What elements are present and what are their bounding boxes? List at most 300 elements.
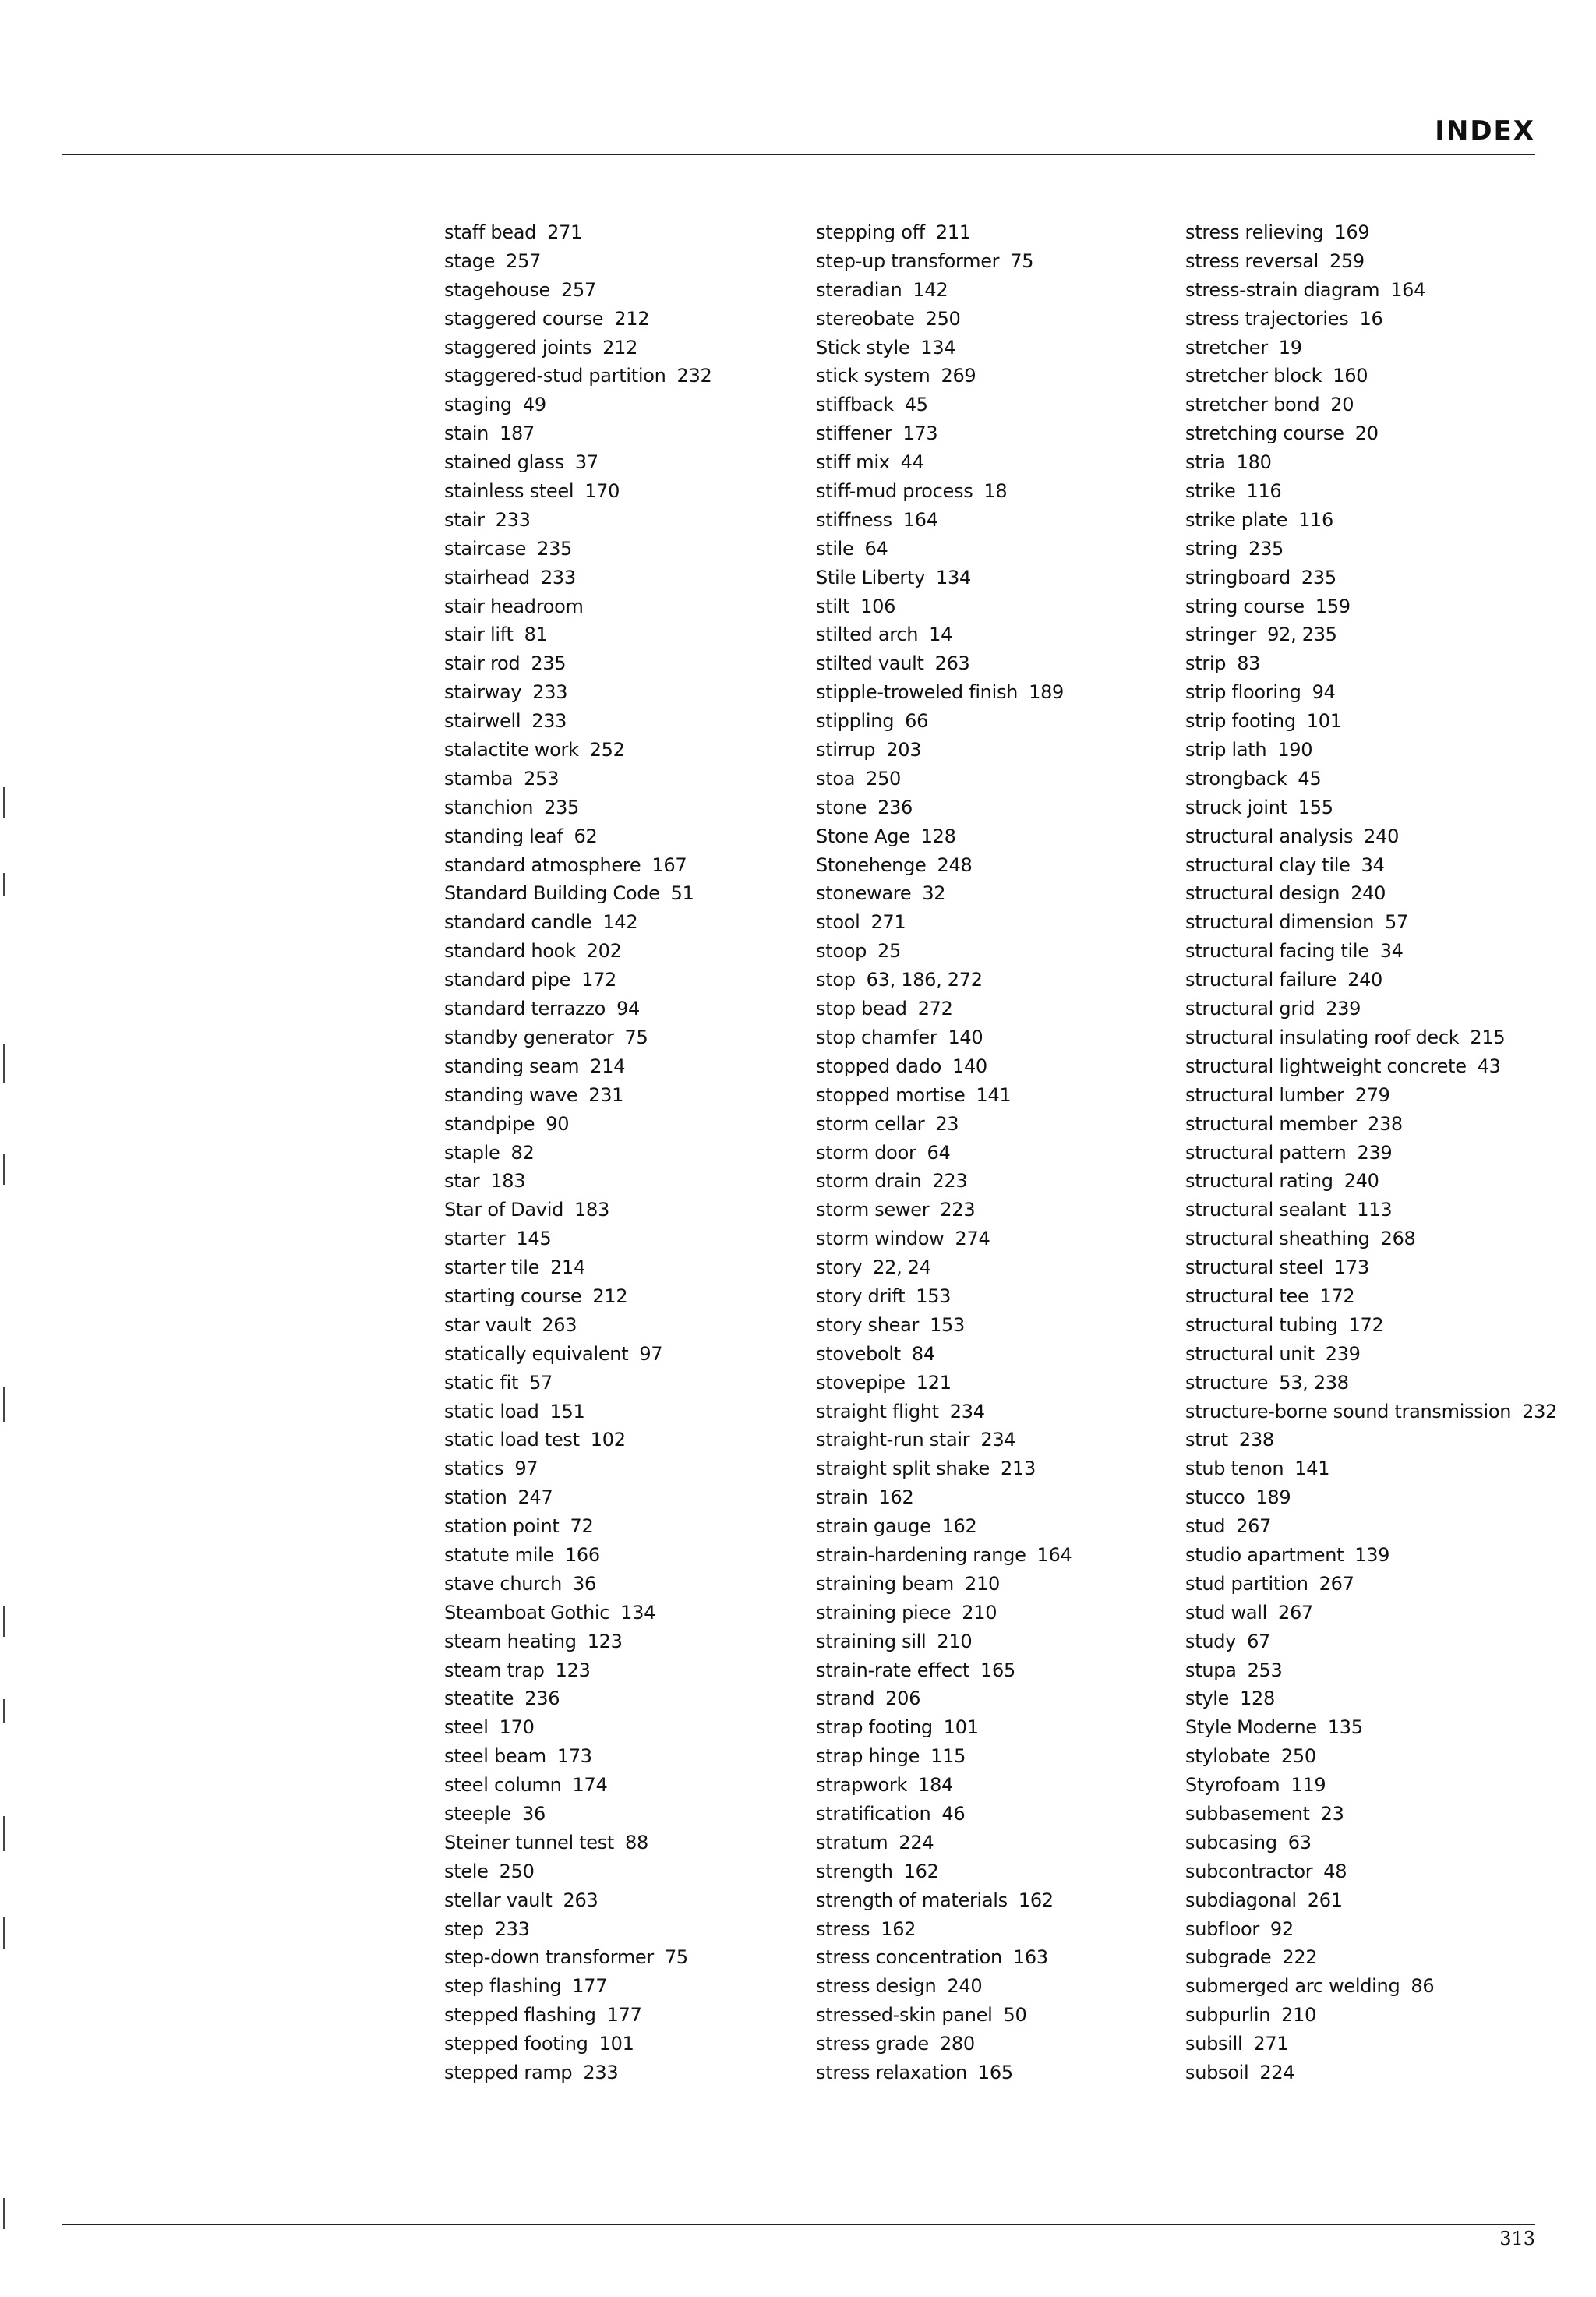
index-term: story — [816, 1256, 863, 1279]
index-term: structure — [1185, 1371, 1269, 1394]
index-page-ref: 142 — [602, 911, 638, 934]
index-page-ref: 239 — [1325, 1342, 1361, 1365]
index-term: stovepipe — [816, 1371, 906, 1394]
index-page-ref: 101 — [1306, 710, 1342, 733]
index-page-ref: 253 — [524, 767, 560, 790]
index-page-ref: 212 — [614, 307, 650, 330]
index-entry — [816, 879, 1072, 908]
index-entry — [444, 362, 711, 390]
index-entry — [444, 1081, 711, 1110]
index-term: staple — [444, 1141, 500, 1164]
index-entry — [1185, 1167, 1557, 1196]
index-entry — [444, 1253, 711, 1282]
index-entry — [816, 2058, 1072, 2087]
index-page-ref: 128 — [920, 825, 956, 847]
index-term: staggered course — [444, 307, 604, 330]
index-term: strain gauge — [816, 1515, 931, 1538]
index-entry — [444, 620, 711, 649]
index-term: stile — [816, 537, 854, 560]
index-term: stress relieving — [1185, 221, 1324, 243]
index-term: stair — [444, 508, 485, 531]
index-page-ref: 222 — [1282, 1946, 1318, 1969]
index-entry — [816, 822, 1072, 851]
index-entry — [1185, 1541, 1557, 1570]
index-page-ref: 271 — [547, 221, 583, 243]
index-term: station point — [444, 1515, 560, 1538]
index-entry — [1185, 1023, 1557, 1052]
index-term: stressed-skin panel — [816, 2004, 993, 2027]
index-term: straight split shake — [816, 1458, 990, 1480]
index-page-ref: 235 — [1248, 537, 1284, 560]
scan-edge-mark — [3, 1917, 5, 1949]
index-entry — [444, 1713, 711, 1742]
index-page-ref: 23 — [935, 1112, 959, 1135]
index-entry — [816, 1800, 1072, 1829]
index-page-ref: 267 — [1277, 1601, 1313, 1624]
index-entry — [444, 1398, 711, 1426]
index-entry — [1185, 1570, 1557, 1599]
index-entry — [816, 1915, 1072, 1944]
index-page-ref: 128 — [1240, 1687, 1275, 1710]
index-term: string course — [1185, 595, 1305, 617]
index-entry — [816, 1829, 1072, 1857]
index-term: strongback — [1185, 767, 1287, 790]
index-entry — [444, 649, 711, 678]
index-term: structural dimension — [1185, 911, 1375, 934]
index-term: stepped footing — [444, 2033, 588, 2055]
index-entry — [444, 1627, 711, 1656]
index-page-ref: 187 — [500, 422, 535, 445]
index-entry — [816, 362, 1072, 390]
index-term: Steamboat Gothic — [444, 1601, 610, 1624]
index-page-ref: 250 — [866, 767, 902, 790]
index-page-ref: 145 — [516, 1228, 552, 1250]
index-entry — [1185, 1915, 1557, 1944]
index-page-ref: 166 — [564, 1543, 600, 1566]
index-page-ref: 88 — [625, 1831, 648, 1854]
index-term: study — [1185, 1630, 1237, 1652]
index-term: Standard Building Code — [444, 882, 660, 905]
index-term: stress-strain diagram — [1185, 278, 1380, 301]
index-term: stereobate — [816, 307, 915, 330]
index-page-ref: 257 — [561, 278, 596, 301]
index-entry — [444, 1886, 711, 1915]
index-term: Stonehenge — [816, 853, 927, 876]
index-entry — [444, 765, 711, 793]
index-term: stained glass — [444, 451, 564, 474]
index-page-ref: 203 — [886, 739, 922, 762]
index-page-ref: 57 — [1385, 911, 1408, 934]
index-page-ref: 134 — [620, 1601, 656, 1624]
index-term: strap hinge — [816, 1745, 920, 1768]
index-page-ref: 94 — [1312, 681, 1336, 704]
index-page-ref: 165 — [980, 1659, 1015, 1681]
index-entry — [444, 851, 711, 880]
index-page-ref: 162 — [941, 1515, 977, 1538]
index-page-ref: 247 — [517, 1486, 553, 1509]
index-page-ref: 206 — [885, 1687, 921, 1710]
index-page-ref: 259 — [1329, 249, 1365, 272]
index-term: stress design — [816, 1975, 937, 1998]
index-entry — [444, 1139, 711, 1168]
index-entry — [816, 1857, 1072, 1886]
index-term: steatite — [444, 1687, 514, 1710]
index-term: starter — [444, 1228, 506, 1250]
index-term: stairway — [444, 681, 522, 704]
index-entry — [816, 477, 1072, 506]
index-entry — [816, 1224, 1072, 1253]
index-page-ref: 75 — [664, 1946, 688, 1969]
index-term: submerged arc welding — [1185, 1975, 1400, 1998]
index-page-ref: 279 — [1354, 1083, 1390, 1106]
index-entry — [816, 1713, 1072, 1742]
index-entry — [1185, 908, 1557, 937]
index-term: stretching course — [1185, 422, 1344, 445]
index-page-ref: 162 — [878, 1486, 914, 1509]
index-term: style — [1185, 1687, 1230, 1710]
index-term: stud wall — [1185, 1601, 1267, 1624]
scan-edge-mark — [3, 1154, 5, 1185]
index-page-ref: 240 — [1347, 969, 1383, 991]
index-page-ref: 271 — [1253, 2033, 1289, 2055]
index-page-ref: 134 — [920, 336, 956, 359]
index-entry — [1185, 1656, 1557, 1685]
index-entry — [816, 1483, 1072, 1512]
index-page-ref: 252 — [589, 739, 625, 762]
index-page-ref: 75 — [1010, 249, 1034, 272]
index-page-ref: 90 — [546, 1112, 570, 1135]
scan-edge-mark — [3, 1699, 5, 1723]
index-page-ref: 141 — [976, 1083, 1012, 1106]
index-page-ref: 233 — [531, 710, 567, 733]
index-entry — [1185, 2058, 1557, 2087]
index-entry — [816, 707, 1072, 736]
index-term: subsoil — [1185, 2062, 1249, 2083]
index-page-ref: 119 — [1291, 1774, 1326, 1797]
index-page-ref: 155 — [1298, 796, 1333, 818]
index-entry — [444, 879, 711, 908]
scan-edge-mark — [3, 1044, 5, 1083]
index-term: subcontractor — [1185, 1860, 1313, 1882]
index-entry — [1185, 334, 1557, 362]
index-term: structure-borne sound transmission — [1185, 1400, 1512, 1422]
index-term: stone — [816, 796, 867, 818]
index-entry — [1185, 276, 1557, 305]
index-entry — [1185, 649, 1557, 678]
index-page-ref: 164 — [1036, 1543, 1072, 1566]
index-entry — [816, 1886, 1072, 1915]
index-term: stoa — [816, 767, 856, 790]
index-term: straight flight — [816, 1400, 939, 1422]
index-term: star — [444, 1170, 480, 1193]
index-term: structural steel — [1185, 1256, 1323, 1279]
index-entry — [1185, 477, 1557, 506]
index-entry — [816, 218, 1072, 247]
index-entry — [816, 1684, 1072, 1713]
index-page-ref: 240 — [947, 1975, 983, 1998]
index-page-ref: 101 — [598, 2033, 634, 2055]
index-page-ref: 272 — [917, 998, 953, 1020]
index-term: stop — [816, 969, 856, 991]
index-entry — [1185, 218, 1557, 247]
index-page-ref: 162 — [903, 1860, 939, 1882]
index-term: structural grid — [1185, 998, 1315, 1020]
index-entry — [1185, 1224, 1557, 1253]
index-entry — [1185, 390, 1557, 419]
index-page-ref: 233 — [494, 1917, 530, 1940]
index-term: starter tile — [444, 1256, 540, 1279]
index-page-ref: 116 — [1246, 480, 1282, 503]
index-term: steel column — [444, 1774, 562, 1797]
index-page-ref: 189 — [1255, 1486, 1291, 1509]
index-page-ref: 63 — [1287, 1831, 1312, 1854]
index-term: stair rod — [444, 652, 521, 675]
index-page-ref: 18 — [983, 480, 1008, 503]
index-entry — [816, 1570, 1072, 1599]
index-entry — [816, 1340, 1072, 1369]
index-term: storm window — [816, 1228, 945, 1250]
index-entry — [444, 966, 711, 995]
index-entry — [1185, 851, 1557, 880]
index-term: starting course — [444, 1285, 582, 1307]
index-term: stalactite work — [444, 739, 579, 762]
index-entry — [444, 1023, 711, 1052]
index-entry — [444, 1829, 711, 1857]
index-entry — [444, 678, 711, 707]
index-entry — [444, 1656, 711, 1685]
index-entry — [1185, 736, 1557, 765]
index-term: stress trajectories — [1185, 307, 1349, 330]
index-page-ref: 280 — [939, 2033, 975, 2055]
header-divider — [62, 154, 1535, 155]
index-page-ref: 233 — [495, 508, 531, 531]
index-page-ref: 162 — [881, 1917, 916, 1940]
index-term: subsill — [1185, 2033, 1243, 2055]
index-entry — [1185, 2030, 1557, 2058]
index-entry — [444, 477, 711, 506]
index-page-ref: 153 — [930, 1313, 965, 1336]
index-term: standard atmosphere — [444, 853, 641, 876]
index-term: stain — [444, 422, 489, 445]
index-term: stiffener — [816, 422, 892, 445]
index-page-ref: 45 — [1298, 767, 1322, 790]
index-column-1 — [444, 218, 711, 2087]
index-entry — [816, 1426, 1072, 1454]
index-page-ref: 232 — [676, 365, 712, 387]
index-term: stilted vault — [816, 652, 924, 675]
index-page-ref: 97 — [514, 1458, 538, 1480]
index-term: subcasing — [1185, 1831, 1277, 1854]
index-page-ref: 23 — [1320, 1802, 1344, 1825]
index-term: standard pipe — [444, 969, 571, 991]
index-term: stair headroom — [444, 595, 584, 617]
index-entry — [816, 995, 1072, 1023]
index-term: subpurlin — [1185, 2004, 1271, 2027]
index-entry — [816, 620, 1072, 649]
index-term: standard terrazzo — [444, 998, 606, 1020]
index-entry — [816, 908, 1072, 937]
index-entry — [816, 1253, 1072, 1282]
index-term: standby generator — [444, 1026, 614, 1048]
index-entry — [444, 2058, 711, 2087]
index-page-ref: 223 — [940, 1199, 976, 1221]
index-term: steam trap — [444, 1659, 545, 1681]
index-term: staggered joints — [444, 336, 592, 359]
index-page-ref: 43 — [1477, 1055, 1501, 1077]
index-entry — [1185, 995, 1557, 1023]
index-entry — [444, 276, 711, 305]
index-page-ref: 142 — [913, 278, 948, 301]
index-page-ref: 213 — [1001, 1458, 1036, 1480]
index-term: Styrofoam — [1185, 1774, 1280, 1797]
index-entry — [816, 535, 1072, 564]
index-entry — [444, 1943, 711, 1972]
index-term: staggered-stud partition — [444, 365, 666, 387]
index-term: structural design — [1185, 882, 1340, 905]
footer-divider — [62, 2224, 1535, 2225]
index-page-ref: 153 — [916, 1285, 952, 1307]
index-entry — [444, 707, 711, 736]
index-page-ref: 177 — [606, 2004, 642, 2027]
index-entry — [444, 2001, 711, 2030]
index-entry — [444, 1742, 711, 1771]
index-term: stress — [816, 1917, 870, 1940]
index-term: structural sealant — [1185, 1199, 1347, 1221]
index-page-ref: 263 — [563, 1889, 598, 1911]
index-entry — [816, 1052, 1072, 1081]
index-entry — [444, 1426, 711, 1454]
index-term: strip flooring — [1185, 681, 1301, 704]
index-term: stiff-mud process — [816, 480, 973, 503]
index-entry — [444, 592, 711, 621]
index-entry — [1185, 1886, 1557, 1915]
index-entry — [816, 1081, 1072, 1110]
index-term: standard candle — [444, 911, 592, 934]
index-term: strength of materials — [816, 1889, 1008, 1911]
index-term: stipple-troweled finish — [816, 681, 1019, 704]
index-term: stiffback — [816, 394, 894, 416]
index-term: strip lath — [1185, 739, 1267, 762]
index-term: structural lightweight concrete — [1185, 1055, 1467, 1077]
index-page-ref: 82 — [510, 1141, 535, 1164]
index-page-ref: 44 — [900, 451, 924, 474]
index-term: strike plate — [1185, 508, 1288, 531]
index-term: subgrade — [1185, 1946, 1272, 1969]
index-page-ref: 267 — [1319, 1572, 1354, 1595]
index-page-ref: 183 — [574, 1199, 609, 1221]
index-page-ref: 34 — [1361, 853, 1385, 876]
index-entry — [1185, 419, 1557, 448]
index-entry — [444, 1972, 711, 2001]
index-page-ref: 210 — [1281, 2004, 1317, 2027]
index-term: stele — [444, 1860, 489, 1882]
index-term: Stick style — [816, 336, 910, 359]
index-entry — [816, 448, 1072, 477]
index-term: standard hook — [444, 940, 576, 963]
index-term: structural sheathing — [1185, 1228, 1370, 1250]
index-page-ref: 163 — [1012, 1946, 1048, 1969]
index-page-ref: 92 — [1269, 1917, 1294, 1940]
index-entry — [444, 334, 711, 362]
index-term: stria — [1185, 451, 1226, 474]
index-term: stretcher bond — [1185, 394, 1320, 416]
index-term: strut — [1185, 1429, 1228, 1451]
index-page-ref: 172 — [581, 969, 617, 991]
index-page-ref: 62 — [574, 825, 598, 847]
index-entry — [1185, 1771, 1557, 1800]
index-term: step-down transformer — [444, 1946, 654, 1969]
index-page-ref: 57 — [529, 1371, 553, 1394]
index-page-ref: 49 — [522, 394, 546, 416]
index-term: stick system — [816, 365, 930, 387]
index-term: strain — [816, 1486, 868, 1509]
index-entry — [1185, 1282, 1557, 1311]
index-entry — [816, 678, 1072, 707]
index-page-ref: 25 — [877, 940, 901, 963]
index-entry — [816, 793, 1072, 822]
index-entry — [444, 218, 711, 247]
index-page-ref: 177 — [572, 1975, 608, 1998]
index-term: steel — [444, 1716, 489, 1739]
index-term: strip footing — [1185, 710, 1296, 733]
index-term: stopped dado — [816, 1055, 941, 1077]
index-page-ref: 233 — [540, 566, 576, 588]
index-page-ref: 212 — [602, 336, 638, 359]
index-page-ref: 170 — [499, 1716, 535, 1739]
index-page-ref: 37 — [574, 451, 598, 474]
index-page-ref: 240 — [1344, 1170, 1379, 1193]
index-term: storm sewer — [816, 1199, 930, 1221]
index-entry — [1185, 1454, 1557, 1483]
index-term: stratification — [816, 1802, 931, 1825]
index-page-ref: 97 — [639, 1342, 663, 1365]
index-entry — [816, 564, 1072, 592]
index-entry — [1185, 620, 1557, 649]
index-page-ref: 72 — [570, 1515, 594, 1538]
index-entry — [816, 276, 1072, 305]
index-page-ref: 165 — [977, 2062, 1013, 2083]
index-term: stirrup — [816, 739, 876, 762]
scan-edge-mark — [3, 1606, 5, 1637]
index-entry — [1185, 1369, 1557, 1398]
index-page-ref: 139 — [1354, 1543, 1390, 1566]
index-page-ref: 135 — [1327, 1716, 1363, 1739]
index-page-ref: 173 — [556, 1745, 592, 1768]
index-entry — [816, 2030, 1072, 2058]
index-term: stringer — [1185, 624, 1257, 646]
index-entry — [1185, 1340, 1557, 1369]
index-entry — [816, 1771, 1072, 1800]
index-entry — [1185, 506, 1557, 535]
index-page-ref: 101 — [943, 1716, 979, 1739]
index-entry — [444, 1771, 711, 1800]
index-term: stave church — [444, 1572, 562, 1595]
index-term: stanchion — [444, 796, 534, 818]
index-entry — [444, 1857, 711, 1886]
index-term: strip — [1185, 652, 1227, 675]
index-page-ref: 268 — [1380, 1228, 1416, 1250]
index-page-ref: 257 — [506, 249, 542, 272]
index-entry — [816, 1023, 1072, 1052]
index-term: structural facing tile — [1185, 940, 1369, 963]
index-page-ref: 214 — [550, 1256, 585, 1279]
index-term: static load — [444, 1400, 539, 1422]
index-entry — [816, 305, 1072, 334]
index-entry — [444, 908, 711, 937]
index-term: Style Moderne — [1185, 1716, 1317, 1739]
index-term: stylobate — [1185, 1745, 1270, 1768]
index-page-ref: 235 — [544, 796, 580, 818]
